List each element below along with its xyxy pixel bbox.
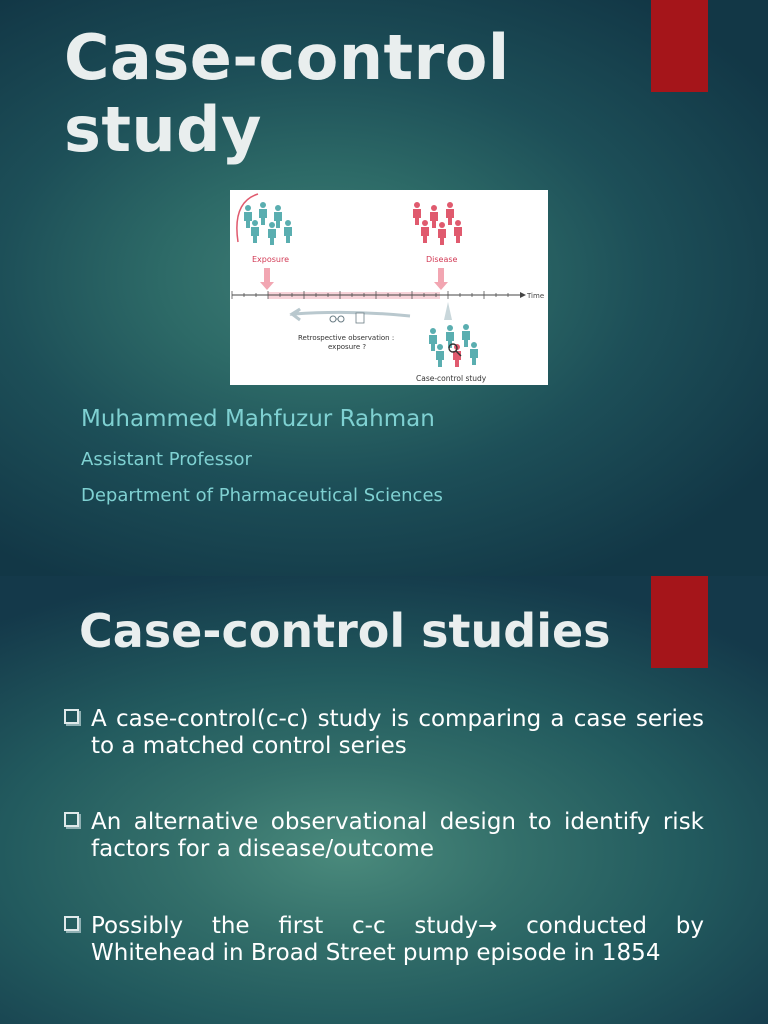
bullet-item: [62, 809, 704, 863]
author-name: Muhammed Mahfuzur Rahman: [81, 406, 435, 432]
bullet-item: [62, 913, 704, 967]
time-label: Time: [527, 292, 545, 300]
disease-group-icon: [413, 202, 462, 245]
bullet-text: A case-control(c-c) study is comparing a case series to a matched control series: [91, 706, 704, 759]
slide-title: [64, 22, 644, 166]
diagram-svg: [230, 190, 548, 385]
timeline-arrowhead-icon: [520, 292, 526, 298]
document-icon: [356, 313, 364, 323]
author-department: Department of Pharmaceutical Sciences: [81, 485, 443, 506]
content-slide: [0, 576, 768, 1024]
study-label: Case-control study: [416, 374, 487, 383]
exposure-group-icon: [244, 202, 292, 245]
disease-label: Disease: [426, 255, 458, 264]
study-arrow-icon: [444, 302, 452, 320]
retrospective-arrow-icon: [292, 309, 410, 320]
bullet-list: [62, 706, 704, 967]
bullet-item: [62, 706, 704, 760]
exposure-arrow-icon: [260, 268, 274, 290]
exposure-label: Exposure: [252, 255, 290, 264]
checkbox-bullet-icon: [64, 916, 79, 931]
slide-title: Case-control studies: [79, 604, 611, 658]
checkbox-bullet-icon: [64, 709, 79, 724]
checkbox-bullet-icon: [64, 812, 79, 827]
study-group-icon: [429, 324, 478, 367]
case-control-diagram: [230, 190, 548, 385]
author-role: Assistant Professor: [81, 449, 252, 470]
title-line-2: study: [64, 93, 262, 166]
accent-bar: [651, 0, 708, 92]
title-line-1: Case-control: [64, 21, 510, 94]
glasses-icon: [330, 316, 344, 322]
retrospective-label-1: Retrospective observation :: [298, 334, 395, 342]
accent-bar: [651, 576, 708, 668]
retrospective-label-2: exposure ?: [328, 343, 367, 351]
bullet-text: Possibly the first c-c study→ conducted by Whitehead in Broad Street pump episode in 1854: [91, 913, 704, 966]
bullet-text: An alternative observational design to identify risk factors for a disease/outcome: [91, 809, 704, 862]
disease-arrow-icon: [434, 268, 448, 290]
